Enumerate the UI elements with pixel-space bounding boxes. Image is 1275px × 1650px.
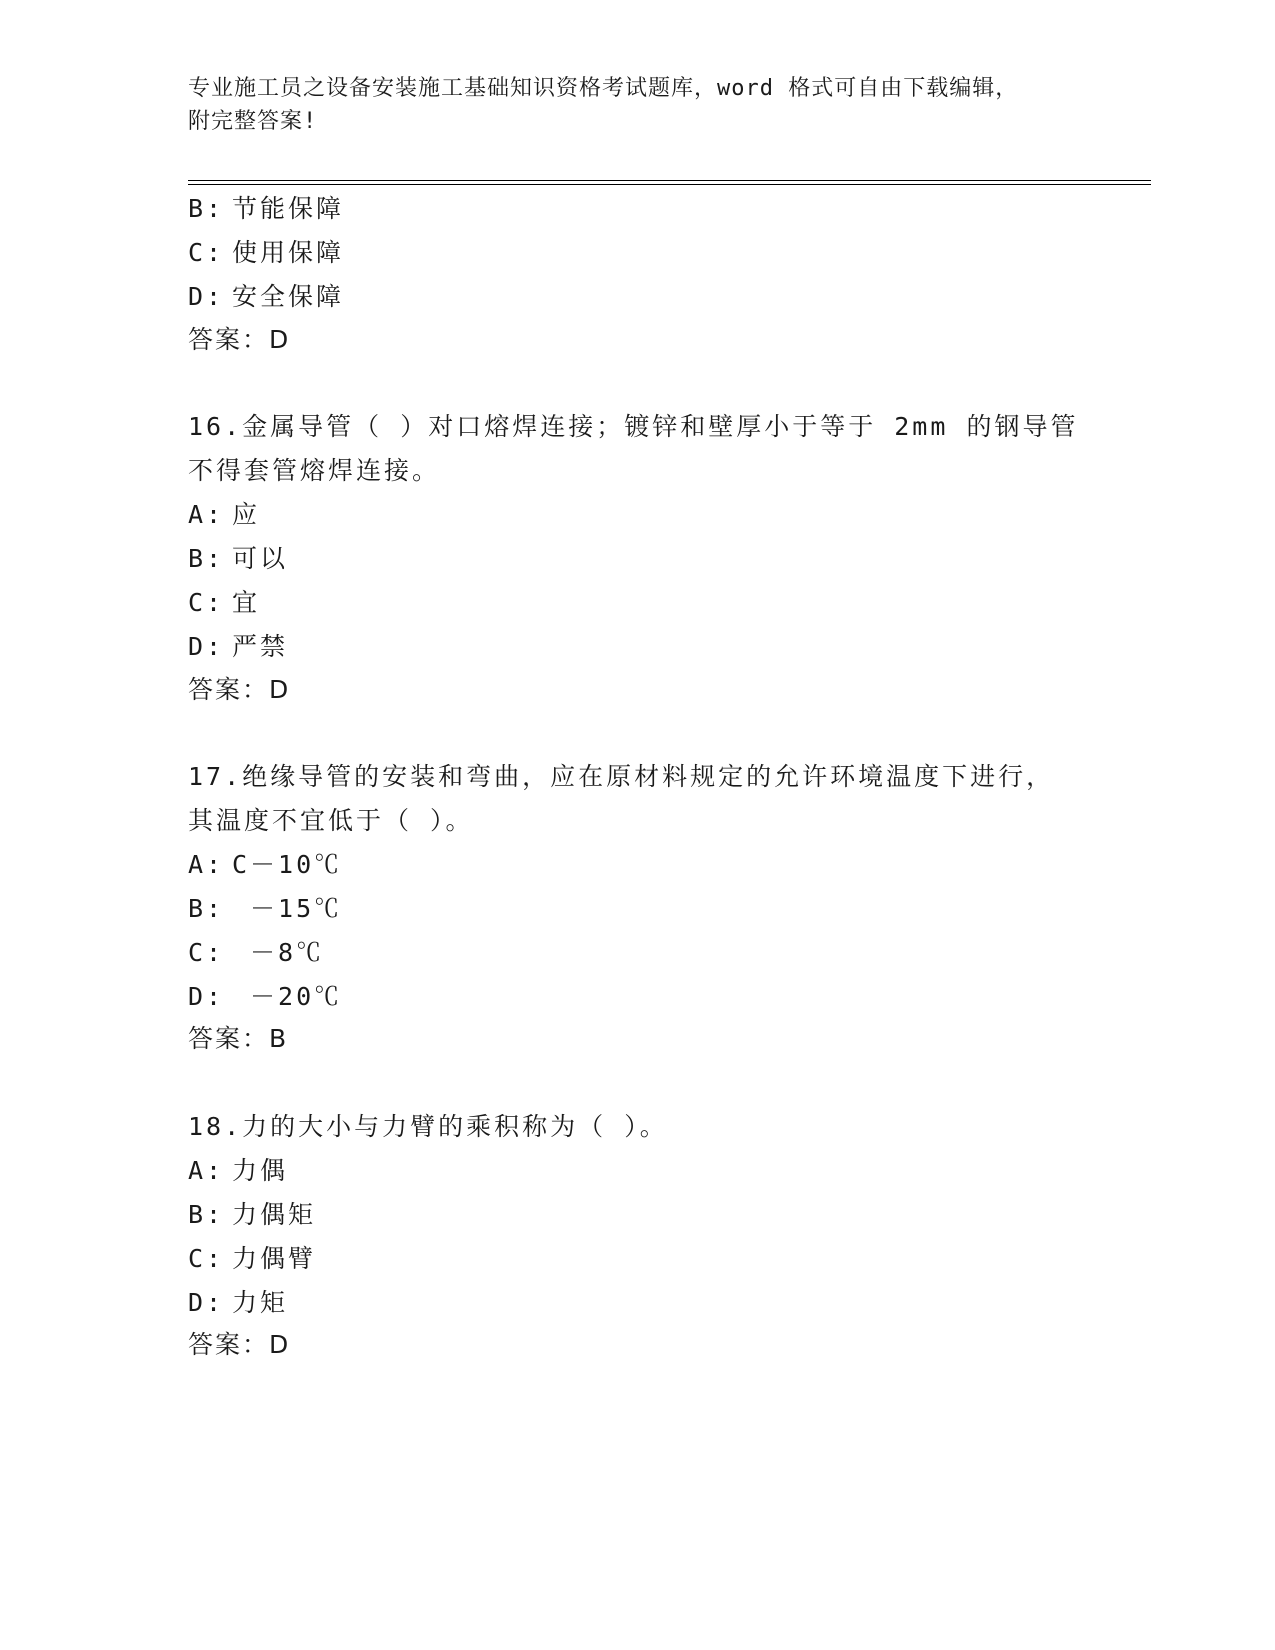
- q16-option-d: [188, 630, 288, 664]
- q18-option-b: [188, 1198, 316, 1232]
- option-text: 可以: [232, 544, 289, 573]
- q16-stem-line-1: 16.金属导管（ ）对口熔焊连接；镀锌和壁厚小于等于 2mm 的钢导管: [188, 412, 1079, 441]
- option-text: 节能保障: [232, 194, 345, 223]
- q16-option-a: [188, 498, 260, 532]
- option-text: 力矩: [232, 1288, 289, 1317]
- header-divider: [188, 180, 1151, 185]
- option-text: －15℃: [232, 894, 343, 923]
- header-line-2: 附完整答案!: [188, 109, 318, 134]
- q18-answer: 答案：D: [188, 1330, 291, 1359]
- option-label: B:: [188, 544, 225, 573]
- option-text: 力偶臂: [232, 1244, 317, 1273]
- option-text: 严禁: [232, 632, 289, 661]
- option-label: C:: [188, 938, 225, 967]
- option-label: A:: [188, 1156, 225, 1185]
- q16-option-c: [188, 586, 260, 620]
- header-line-1: 专业施工员之设备安装施工基础知识资格考试题库，word 格式可自由下载编辑，: [188, 76, 1019, 101]
- q15-option-b: [188, 192, 344, 226]
- option-label: C:: [188, 1244, 225, 1273]
- q15-answer: 答案：D: [188, 325, 291, 354]
- document-header: [188, 72, 1088, 138]
- q17-option-b: [188, 892, 342, 926]
- q17-answer: 答案：B: [188, 1024, 289, 1053]
- q18-option-c: [188, 1242, 316, 1276]
- q15-option-c: [188, 236, 344, 270]
- q18-stem-line-1: 18.力的大小与力臂的乘积称为（ ）。: [188, 1112, 668, 1141]
- q18-option-a: [188, 1154, 288, 1188]
- option-label: A:: [188, 500, 225, 529]
- q17-option-a: [188, 848, 342, 882]
- option-label: C:: [188, 238, 225, 267]
- option-text: 应: [232, 500, 261, 529]
- q18-option-d: [188, 1286, 288, 1320]
- option-text: 力偶: [232, 1156, 289, 1185]
- option-text: 安全保障: [232, 282, 345, 311]
- option-label: B:: [188, 894, 225, 923]
- option-text: 宜: [232, 588, 261, 617]
- option-text: 力偶矩: [232, 1200, 317, 1229]
- q16-answer: 答案：D: [188, 675, 291, 704]
- option-text: －8℃: [232, 938, 325, 967]
- option-label: B:: [188, 1200, 225, 1229]
- option-text: C－10℃: [232, 850, 343, 879]
- option-label: D:: [188, 632, 225, 661]
- option-label: D:: [188, 982, 225, 1011]
- option-label: A:: [188, 850, 225, 879]
- option-label: D:: [188, 282, 225, 311]
- q17-option-c: [188, 936, 324, 970]
- q17-stem-line-2: 其温度不宜低于（ ）。: [188, 806, 474, 835]
- q17-stem-line-1: 17.绝缘导管的安装和弯曲，应在原材料规定的允许环境温度下进行，: [188, 762, 1055, 791]
- option-text: －20℃: [232, 982, 343, 1011]
- q16-option-b: [188, 542, 288, 576]
- q17-option-d: [188, 980, 342, 1014]
- q16-stem-line-2: 不得套管熔焊连接。: [188, 456, 441, 485]
- option-label: B:: [188, 194, 225, 223]
- q15-option-d: [188, 280, 344, 314]
- option-text: 使用保障: [232, 238, 345, 267]
- option-label: D:: [188, 1288, 225, 1317]
- option-label: C:: [188, 588, 225, 617]
